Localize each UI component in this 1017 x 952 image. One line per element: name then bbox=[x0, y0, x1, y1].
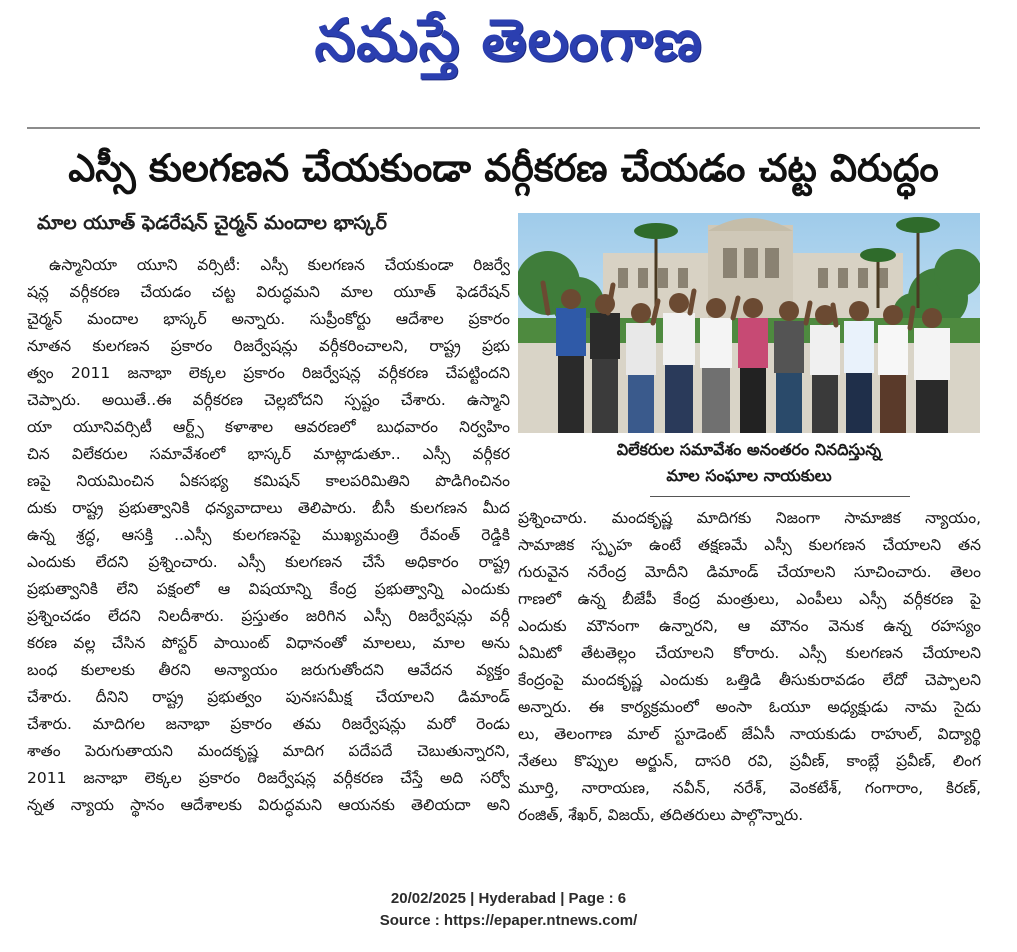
body-line: ప్రశ్నించారు. మందకృష్ణ మాదిగకు నిజంగా సామాజిక న్యాయం, bbox=[518, 509, 981, 527]
body-line: సామాజిక స్పృహ ఉంటే తక్షణమే ఎస్సీ కులగణన చేయాలని తన bbox=[518, 536, 981, 554]
newspaper-logo: నమస్తే తెలంగాణ bbox=[314, 6, 703, 74]
caption-divider bbox=[650, 496, 910, 497]
body-line: ప్రభుత్వానికి లేని పక్షంలో ఆ విషయాన్ని కేంద్ర ప్రభుత్వాన్ని ఎందుకు bbox=[27, 580, 510, 598]
body-line: లు, తెలంగాణ మాల్ స్టూడెంట్ జేఏసీ నాయకుడు రాహుల్, విద్యార్థి bbox=[518, 725, 981, 743]
body-line: చైర్మన్ మందాల భాస్కర్ అన్నారు. సుప్రీంకోర్టు ఆదేశాల ప్రకారం bbox=[27, 310, 510, 328]
body-line: మూర్తి, నారాయణ, నవీన్, నరేశ్, వెంకటేశ్, గంగారాం, కిరణ్, bbox=[518, 779, 981, 797]
body-line: దుకు రాష్ట్ర ప్రభుత్వానికి ధన్యవాదాలు తెలిపారు. బీసీ కులగణన మీద bbox=[27, 499, 510, 517]
body-line: రంజిత్, శేఖర్, విజయ్, తదితరులు పాల్గొన్నారు. bbox=[518, 806, 804, 824]
body-line: గురువైన నరేంద్ర మోదీని డిమాండ్ చేయాలని సూచించారు. తెలం bbox=[518, 563, 981, 581]
dateline: 20/02/2025 | Hyderabad | Page : 6 bbox=[390, 890, 627, 907]
source-link[interactable]: Source : https://epaper.ntnews.com/ bbox=[379, 912, 638, 929]
body-line: ఉస్మానియా యూని వర్సిటీ: ఎస్సీ కులగణన చేయకుండా రిజర్వే bbox=[49, 256, 510, 274]
subheadline: మాల యూత్ ఫెడరేషన్ చైర్మన్ మందాల భాస్కర్ bbox=[37, 212, 387, 234]
masthead bbox=[0, 0, 1017, 80]
body-line: 2011 జనాభా లెక్కల ప్రకారం రిజర్వేషన్ల వర్గీకరణ చేస్తే అది సర్వో bbox=[27, 769, 510, 787]
body-line: చిన విలేకరుల సమావేశంలో భాస్కర్ మాట్లాడుతూ.. ఎస్సీ వర్గీకర bbox=[27, 445, 510, 463]
body-line: శాతం పెరుగుతాయని మందకృష్ణ మాదిగ పదేపదే చెబుతున్నారని, bbox=[27, 742, 510, 760]
body-line: త్వం 2011 జనాభా లెక్కల ప్రకారం రిజర్వేషన్ల వర్గీకరణ చేపట్టిందని bbox=[27, 364, 510, 382]
body-line: చేశారు. దీనిని రాష్ట్ర ప్రభుత్వం పునఃసమీక్ష చేయాలని డిమాండ్ bbox=[27, 688, 510, 706]
top-divider bbox=[27, 127, 980, 129]
body-line: షన్ల వర్గీకరణ చేయడం చట్ట విరుద్ధమని మాల యూత్ ఫెడరేషన్ bbox=[27, 283, 510, 301]
body-line: ణపై నియమించిన ఏకసభ్య కమిషన్ కాలపరిమితిని పొడిగించినం bbox=[27, 472, 510, 490]
photo-caption bbox=[518, 437, 980, 493]
news-photo bbox=[518, 213, 980, 433]
page-footer bbox=[0, 888, 1017, 932]
body-line: ఎందుకు మౌనంగా ఉన్నారని, ఆ మౌనం వెనుక ఉన్న రహస్యం bbox=[518, 617, 981, 635]
body-line: ఎందుకు లేదని ప్రశ్నించారు. ఎస్సీ కులగణన చేసే అధికారం రాష్ట్ర bbox=[27, 553, 510, 571]
body-line: ఉన్న శ్రద్ధ, ఆసక్తి ..ఎస్సీ కులగణనపై ముఖ్యమంత్రి రేవంత్ రెడ్డికి bbox=[27, 526, 510, 544]
cropped-text-left bbox=[27, 90, 497, 112]
body-line: బంధ కులాలకు తీరని అన్యాయం జరుగుతోందని ఆవేదన వ్యక్తం bbox=[27, 661, 510, 679]
body-line: నేతలు కొప్పుల అర్జున్, దాసరి రవి, ప్రవీణ్, కాంబ్లే ప్రవీణ్, లింగ bbox=[518, 752, 981, 770]
body-line: కరణ వల్ల చేసిన పోస్టర్ పాయింట్ విధానంతో మాలలు, మాల అను bbox=[27, 634, 510, 652]
caption-line: విలేకరుల సమావేశం అనంతరం నినదిస్తున్న bbox=[616, 440, 882, 459]
body-line: ఏమిటో తేటతెల్లం చేయాలని కోరారు. ఎస్సీ కులగణన చేయాలని bbox=[518, 644, 981, 662]
left-column-body bbox=[27, 252, 510, 842]
body-line: నూతన కులగణన ప్రకారం రిజర్వేషన్లు వర్గీకరించాలని, రాష్ట్ర ప్రభు bbox=[27, 337, 510, 355]
body-line: అన్నారు. ఈ కార్యక్రమంలో అంసా ఓయూ అధ్యక్షుడు నామ సైదు bbox=[518, 698, 981, 716]
body-line: యా యూనివర్సిటీ ఆర్ట్స్ కళాశాల ఆవరణలో బుధవారం నిర్వహిం bbox=[27, 418, 510, 436]
photo-illustration bbox=[518, 213, 980, 433]
caption-line: మాల సంఘాల నాయకులు bbox=[666, 466, 832, 485]
body-line: న్నత న్యాయ స్థానం ఆదేశాలకు విరుద్ధమని ఆయనకు తెలియదా అని bbox=[27, 796, 510, 814]
headline: ఎస్సీ కులగణన చేయకుండా వర్గీకరణ చేయడం చట్ట విరుద్ధం bbox=[68, 146, 939, 190]
body-line: చెప్పారు. అయితే..ఈ వర్గీకరణ చెల్లబోదని స్పష్టం చేశారు. ఉస్మాని bbox=[27, 391, 510, 409]
body-line: కేంద్రంపై మందకృష్ణ ఎందుకు ఒత్తిడి తీసుకురావడం లేదో చెప్పాలని bbox=[518, 671, 981, 689]
body-line: గాణలో ఉన్న బీజేపీ కేంద్ర మంత్రులు, ఎంపీలు ఎస్సీ వర్గీకరణ పై bbox=[518, 590, 981, 608]
body-line: చేశారు. మాదిగల జనాభా ప్రకారం తమ రిజర్వేషన్లు మరో రెండు bbox=[27, 715, 510, 733]
body-line: ప్రశ్నించడం లేదని నిలదీశారు. ప్రస్తుతం జరిగిన ఎస్సీ రిజర్వేషన్లు వర్గీ bbox=[27, 607, 510, 625]
right-column-body bbox=[518, 505, 981, 845]
